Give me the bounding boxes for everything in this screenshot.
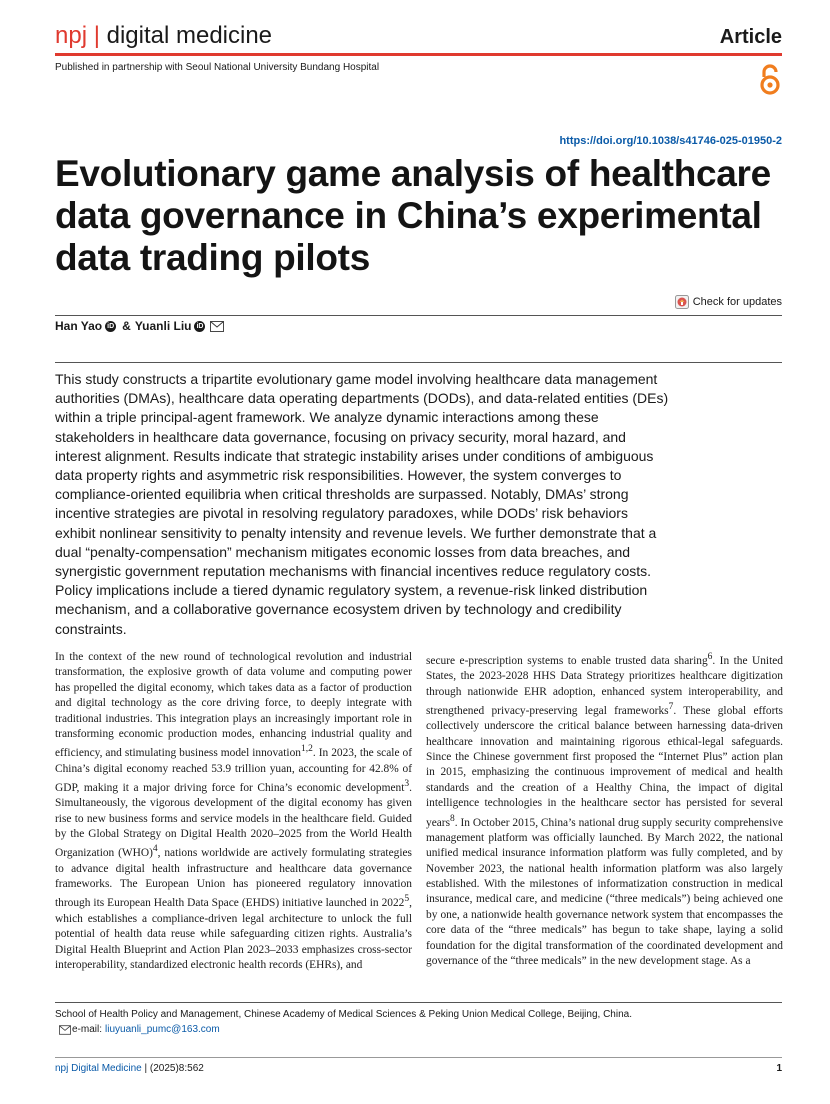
body-text: . These global efforts collectively underscore the critical balance between harnessing data-driven healthcare innovation and maintaining rigorous ethical-legal safeguards. Since the Chinese government first proposed the “Internet Plus” action plan in 2015, emphasizing the continuous improvement of medical and health standards and the creation of a Healthy China, the impact of digital intelligence technologies in the healthcare sector has persisted for several years [426, 704, 783, 829]
footer-separator: | [144, 1063, 148, 1074]
reference-link[interactable]: 5 [404, 894, 410, 905]
body-text: . In 2023, the scale of China’s digital economy reached 53.9 trillion yuan, accounting for 42.8% of GDP, making it a major driving force for China’s economic development [55, 747, 413, 794]
envelope-icon [59, 1025, 71, 1035]
affiliation-divider [55, 1002, 782, 1003]
article-type-label: Article [719, 26, 782, 48]
open-access-icon[interactable] [757, 64, 783, 96]
orcid-icon[interactable]: iD [196, 322, 204, 330]
reference-link[interactable]: 6 [707, 652, 713, 662]
corresponding-email [59, 1024, 220, 1036]
body-column-right [426, 650, 783, 970]
article-title: Evolutionary game analysis of healthcare data governance in China’s experimental data trading pilots [55, 153, 771, 278]
body-text: . Simultaneously, the vigorous development of the digital economy has given rise to new business forms and service models in the healthcare field. Guided by the Global Strategy on Digital Health 2020–2025 from the World Health Organization (WHO) [55, 781, 412, 860]
affiliation: School of Health Policy and Management, Chinese Academy of Medical Sciences & Peking Union Medical College, Beijing, China. [55, 1009, 632, 1020]
author-separator: & [122, 319, 131, 333]
check-updates-label: Check for updates [692, 296, 782, 308]
email-link[interactable]: liuyuanli_pumc@163.com [105, 1024, 220, 1035]
doi-link[interactable]: https://doi.org/10.1038/s41746-025-01950-2 [559, 135, 782, 147]
email-label: e-mail: [72, 1024, 103, 1035]
body-text: , nations worldwide are actively formulating strategies to advance digital health infrastructure and healthcare data governance frameworks. The European Union has pioneered regulatory innovation through its European Health Data Space (EHDS) initiative launched in 2022 [55, 847, 412, 910]
body-text: . In the United States, the 2023-2028 HHS Data Strategy prioritizes healthcare digitization through nationwide EHR adoption, enhanced system interoperability, and strengthened privacy-preserving legal frameworks [426, 654, 783, 717]
journal-title: digital medicine [106, 22, 273, 49]
body-text: secure e-prescription systems to enable trusted data sharing [426, 654, 708, 667]
check-for-updates-button[interactable] [675, 295, 782, 309]
author-list [55, 319, 224, 333]
journal-prefix: npj [55, 22, 88, 49]
check-updates-icon [675, 295, 689, 309]
journal-separator: | [93, 22, 100, 49]
page-number: 1 [776, 1063, 782, 1074]
envelope-icon[interactable] [210, 321, 224, 332]
reference-link[interactable]: 1,2 [300, 744, 313, 755]
abstract: This study constructs a tripartite evolutionary game model involving healthcare data management authorities (DMAs), healthcare data operating departments (DODs), and data-related entities (DEs) within a triple principal-agent framework. We analyze dynamic interactions among these stakeholders in healthcare data governance, focusing on privacy security, moral hazard, and interest alignment. Results indicate that strategic instability arises under conditions of ambiguous data property rights and asymmetric risk responsibilities. However, the system converges to compliance-oriented equilibria when critical thresholds are surpassed. Notably, DMAs’ strong incentive strategies are pivotal in resolving regulatory paradoxes, while DODs’ risk behaviors exhibit nonlinear sensitivity to penalty intensity and revenue levels. We further demonstrate that a dual “penalty-compensation” mechanism mitigates economic losses from data breaches, and synergistic government reputation mechanisms with financial incentives reduce regulatory costs. Policy implications include a tiered dynamic regulatory system, a revenue-risk linked distribution mechanism, and a collaborative governance ecosystem driven by technology and credibility constraints. [55, 371, 669, 637]
reference-link[interactable]: 3 [404, 779, 410, 790]
body-text: In the context of the new round of technological revolution and industrial transformation, the explosive growth of data volume and computing power has propelled the digital economy, which takes data as a factor of production and digital technology as the core driving force, to deeply integrate with traditional industries. This integration plays an increasingly important role in transforming economic production modes, enhancing industrial quality and efficiency, and stimulating business model innovation [55, 651, 412, 760]
title-divider [55, 315, 782, 316]
reference-link[interactable]: 7 [668, 702, 674, 713]
authors-divider [55, 362, 782, 363]
author-han-yao[interactable]: Han Yao [55, 319, 103, 333]
partnership-note: Published in partnership with Seoul National University Bundang Hospital [55, 62, 380, 73]
footer-divider [55, 1057, 782, 1058]
body-text: . In October 2015, China’s national drug supply security comprehensive management platform was officially launched. By March 2022, the national unified medical insurance information platform was fully completed, and by November 2023, the national health information platform was also largely established. With the milestones of informatization construction in medical insurance, medical care, and medicine (“three medicals”) being achieved one by one, a nationwide health governance network system that encompasses the core data of the “three medicals” has begun to take shape, laying a solid foundation for the digital transformation of the coordinated development and governance of the “three medicals” in the new development stage. As a [426, 816, 783, 968]
footer-citation [55, 1063, 204, 1075]
footer-journal-link[interactable]: npj Digital Medicine [55, 1063, 142, 1074]
orcid-icon[interactable]: iD [107, 322, 115, 330]
journal-name[interactable] [55, 22, 272, 50]
footer-volume: (2025)8:562 [149, 1063, 204, 1074]
author-yuanli-liu[interactable]: Yuanli Liu [134, 319, 192, 333]
header-divider [55, 53, 782, 56]
body-column-left [55, 650, 412, 973]
reference-link[interactable]: 8 [450, 813, 455, 824]
body-text: , which establishes a compliance-driven legal architecture to unlock the full potential of health data reuse while safeguarding citizen rights. Australia’s Digital Health Blueprint and Action Plan 2023–2033 emphasizes cross-sector interoperability, standardized electronic health records (EHRs), and [55, 897, 412, 971]
reference-link[interactable]: 4 [152, 844, 158, 855]
